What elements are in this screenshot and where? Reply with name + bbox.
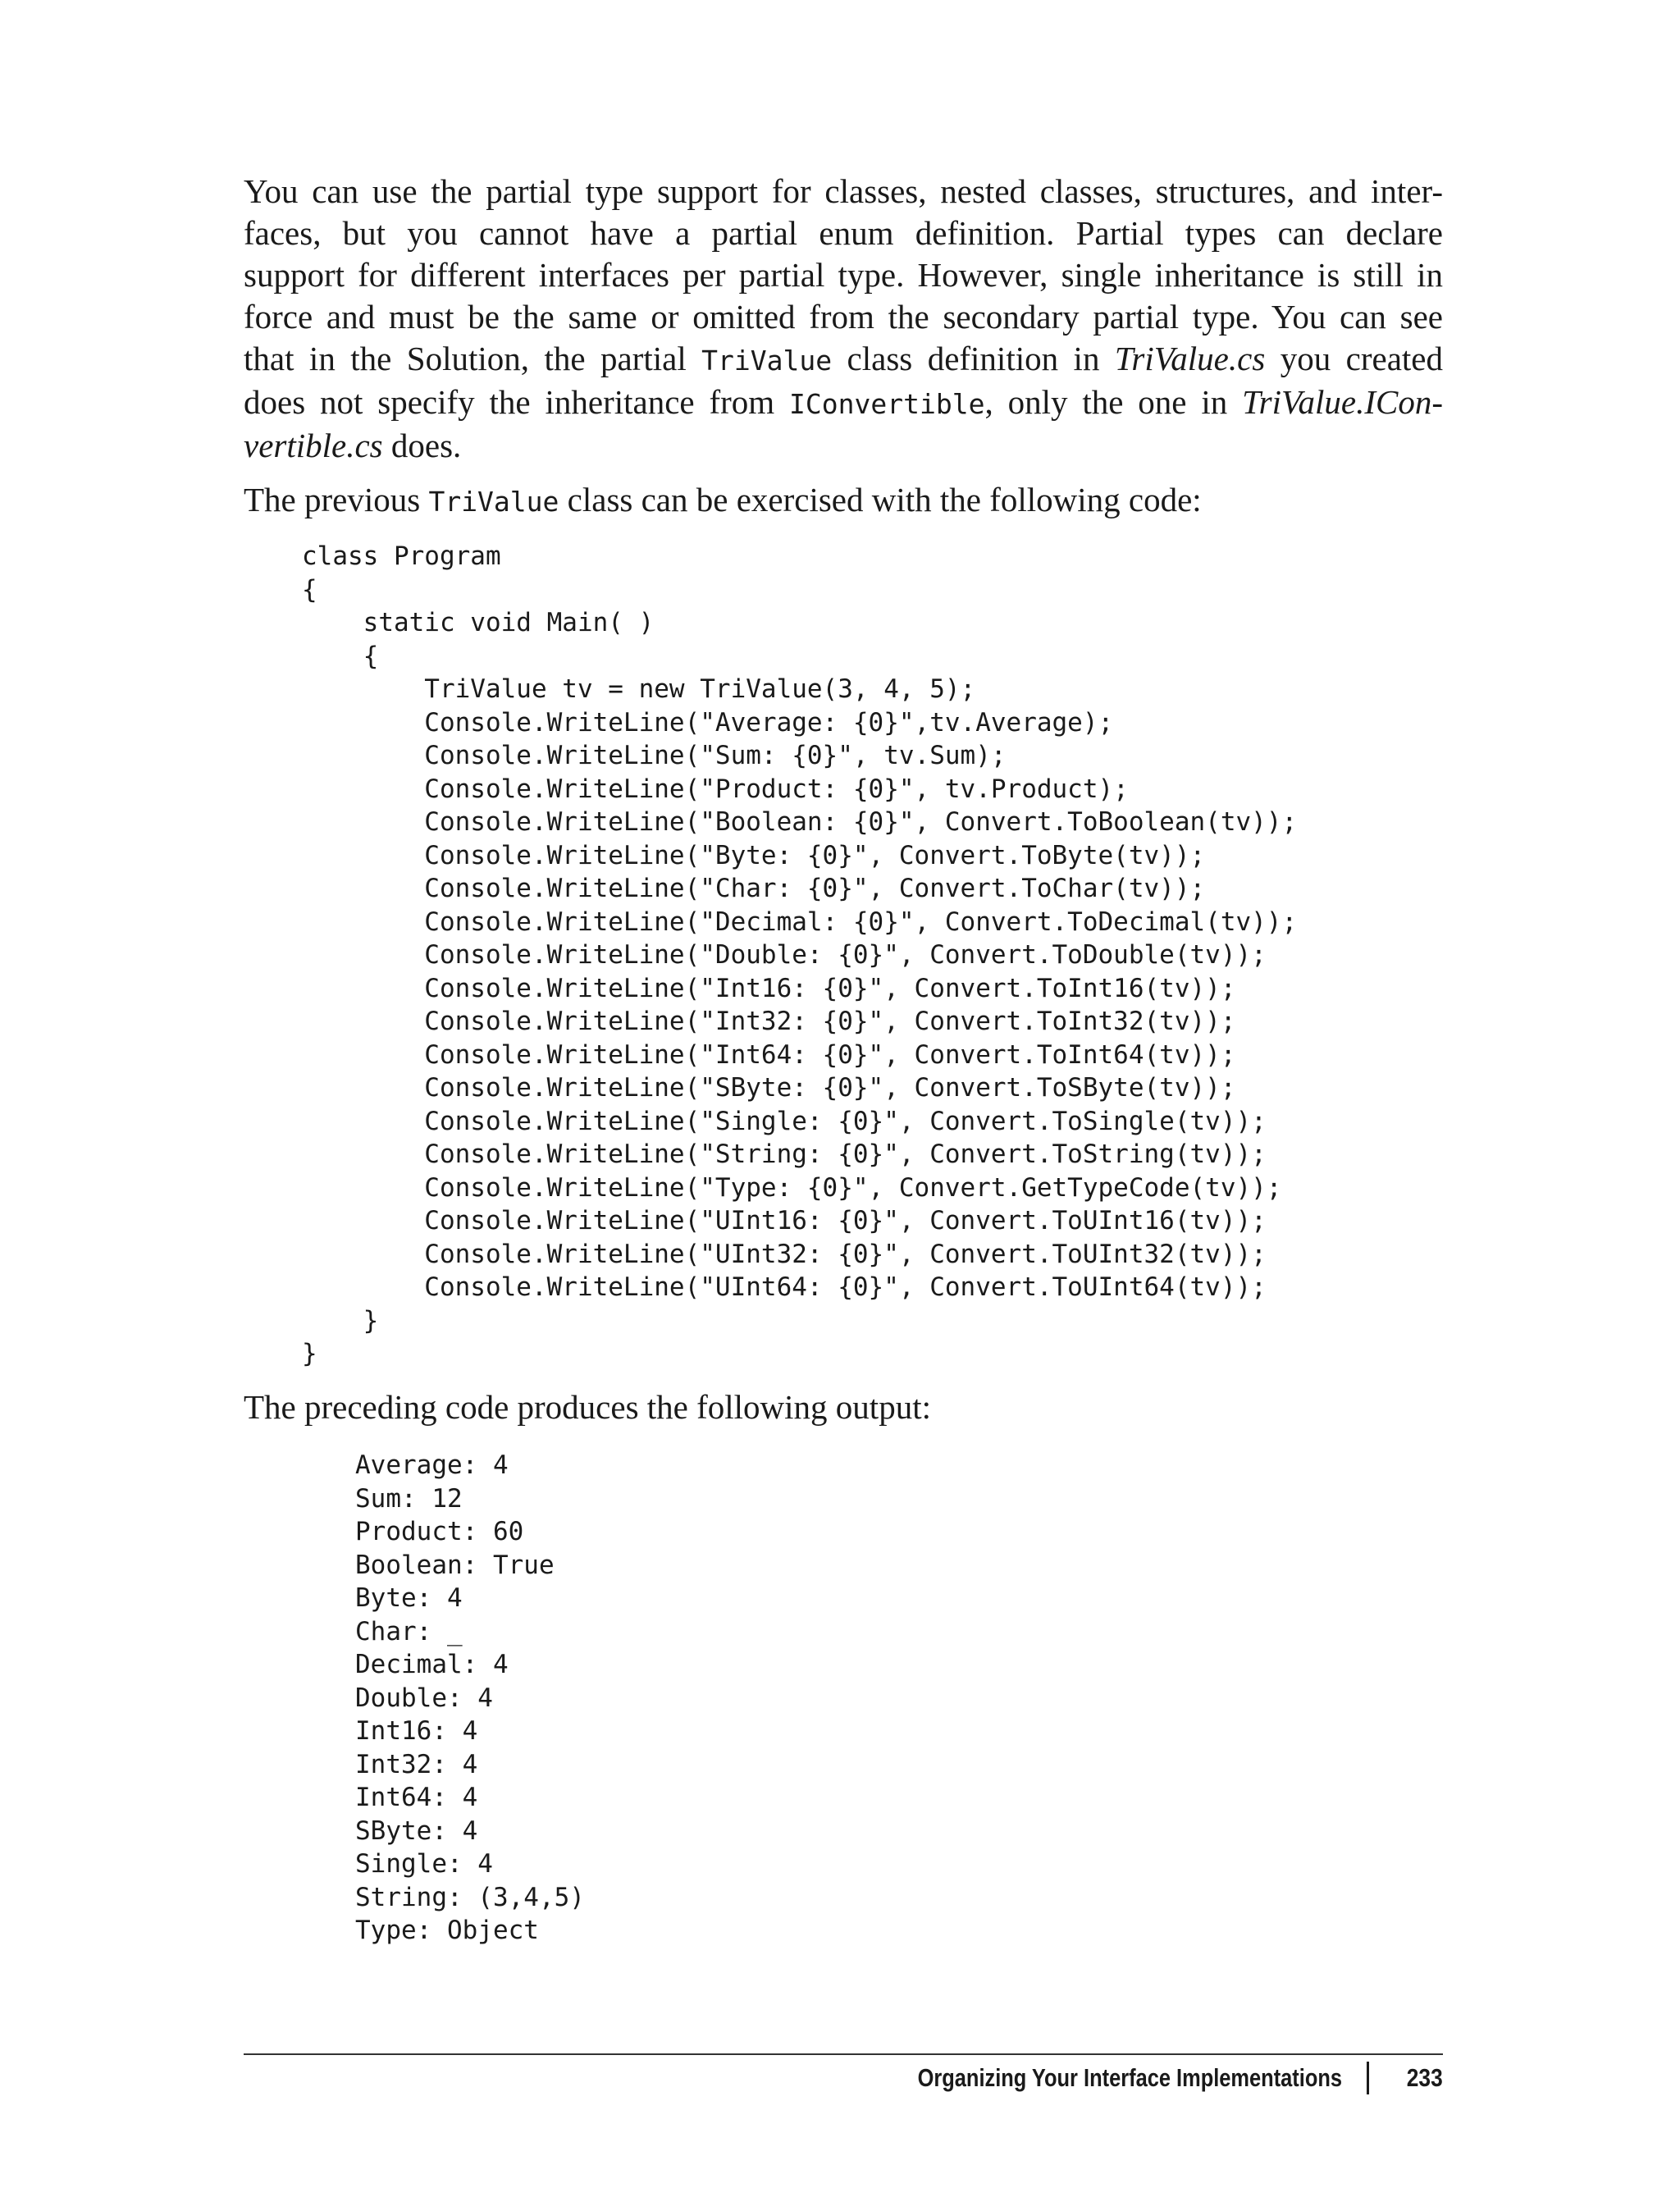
code-line: Console.WriteLine("Type: {0}", Convert.GetTypeCode(tv)); bbox=[302, 1172, 1282, 1203]
footer-rule bbox=[244, 2053, 1443, 2055]
code-listing-program bbox=[302, 540, 1297, 1371]
code-line: Average: 4 bbox=[355, 1450, 509, 1480]
code-line: Console.WriteLine("String: {0}", Convert.ToString(tv)); bbox=[302, 1140, 1267, 1169]
text-run: class can be exercised with the following code: bbox=[559, 481, 1202, 518]
text-run: that in the Solution, the partial bbox=[244, 340, 702, 377]
code-line: Console.WriteLine("Sum: {0}", tv.Sum); bbox=[302, 741, 1007, 770]
code-line: String: (3,4,5) bbox=[355, 1882, 585, 1912]
text-run: , only the one in bbox=[984, 383, 1243, 421]
code-line: Console.WriteLine("Boolean: {0}", Convert.ToBoolean(tv)); bbox=[302, 807, 1298, 837]
code-line: Console.WriteLine("UInt64: {0}", Convert.ToUInt64(tv)); bbox=[302, 1272, 1267, 1302]
text-run: does not specify the inheritance from bbox=[244, 383, 790, 421]
code-line: Console.WriteLine("Int32: {0}", Convert.ToInt32(tv)); bbox=[302, 1007, 1236, 1036]
code-line: Single: 4 bbox=[355, 1849, 493, 1879]
code-line: Char: _ bbox=[355, 1616, 463, 1647]
paragraph-line: You can use the partial type support for classes, nested classes, structures, and inter- bbox=[244, 172, 1443, 210]
paragraph-line: faces, but you cannot have a partial enum definition. Partial types can declare bbox=[244, 214, 1443, 252]
paragraph-line bbox=[244, 381, 1443, 425]
filename-trivalue-cs: TriValue.cs bbox=[1114, 340, 1266, 377]
code-line: Int32: 4 bbox=[355, 1749, 478, 1779]
paragraph-exercise-intro bbox=[244, 479, 1443, 523]
code-listing-output bbox=[355, 1449, 585, 1948]
code-line: Console.WriteLine("UInt16: {0}", Convert.ToUInt16(tv)); bbox=[302, 1206, 1267, 1235]
text-run: does. bbox=[382, 427, 462, 464]
paragraph-partial-types bbox=[244, 171, 1443, 467]
code-line: Console.WriteLine("Product: {0}", tv.Product); bbox=[302, 774, 1129, 804]
code-line: { bbox=[302, 574, 317, 605]
paragraph-line bbox=[244, 338, 1443, 381]
code-line: Console.WriteLine("Byte: {0}", Convert.ToByte(tv)); bbox=[302, 840, 1206, 870]
paragraph-line: The preceding code produces the following output: bbox=[244, 1388, 931, 1426]
inline-code-trivalue: TriValue bbox=[428, 486, 559, 518]
code-line: Product: 60 bbox=[355, 1517, 524, 1546]
text-run: you created bbox=[1265, 340, 1443, 377]
code-line: Console.WriteLine("Double: {0}", Convert.ToDouble(tv)); bbox=[302, 940, 1267, 970]
code-line: Int16: 4 bbox=[355, 1716, 478, 1746]
paragraph-line bbox=[244, 479, 1443, 523]
footer-separator bbox=[1367, 2062, 1369, 2094]
filename-trivalue-iconvertible-cs: TriValue.ICon- bbox=[1242, 383, 1443, 421]
text-run: The previous bbox=[244, 481, 429, 518]
code-line: Console.WriteLine("Average: {0}",tv.Average); bbox=[302, 707, 1114, 738]
code-line: Int64: 4 bbox=[355, 1783, 478, 1812]
code-line: Double: 4 bbox=[355, 1683, 493, 1713]
code-line: class Program bbox=[302, 541, 501, 571]
code-line: Boolean: True bbox=[355, 1550, 555, 1580]
paragraph-line: force and must be the same or omitted from the secondary partial type. You can see bbox=[244, 298, 1443, 336]
code-line: Byte: 4 bbox=[355, 1583, 463, 1613]
running-footer bbox=[824, 2059, 1443, 2097]
code-line: Console.WriteLine("UInt32: {0}", Convert.ToUInt32(tv)); bbox=[302, 1239, 1267, 1269]
code-line: Console.WriteLine("Single: {0}", Convert.ToSingle(tv)); bbox=[302, 1106, 1267, 1136]
code-line: { bbox=[302, 641, 379, 671]
inline-code-iconvertible: IConvertible bbox=[789, 388, 985, 420]
code-line: TriValue tv = new TriValue(3, 4, 5); bbox=[302, 674, 976, 704]
text-run: class definition in bbox=[832, 340, 1115, 377]
filename-trivalue-iconvertible-cs-continued: vertible.cs bbox=[244, 427, 383, 464]
code-line: Sum: 12 bbox=[355, 1483, 463, 1514]
code-line: static void Main( ) bbox=[302, 608, 655, 637]
code-line: Console.WriteLine("Int64: {0}", Convert.ToInt64(tv)); bbox=[302, 1039, 1236, 1070]
paragraph-line: support for different interfaces per partial type. However, single inheritance is still in bbox=[244, 256, 1443, 294]
page-number: 233 bbox=[1407, 2063, 1443, 2092]
footer-section-title: Organizing Your Interface Implementations bbox=[917, 2063, 1343, 2092]
code-line: Console.WriteLine("SByte: {0}", Convert.ToSByte(tv)); bbox=[302, 1073, 1236, 1103]
code-line: SByte: 4 bbox=[355, 1815, 478, 1846]
code-line: Console.WriteLine("Char: {0}", Convert.ToChar(tv)); bbox=[302, 874, 1206, 903]
paragraph-line bbox=[244, 425, 1443, 467]
paragraph-output-intro bbox=[244, 1386, 1443, 1428]
inline-code-trivalue: TriValue bbox=[701, 345, 833, 377]
code-line: Console.WriteLine("Decimal: {0}", Convert.ToDecimal(tv)); bbox=[302, 907, 1298, 937]
code-line: } bbox=[302, 1339, 317, 1368]
code-line: Decimal: 4 bbox=[355, 1650, 509, 1679]
code-line: Console.WriteLine("Int16: {0}", Convert.ToInt16(tv)); bbox=[302, 973, 1236, 1003]
code-line: } bbox=[302, 1305, 379, 1336]
code-line: Type: Object bbox=[355, 1916, 539, 1945]
